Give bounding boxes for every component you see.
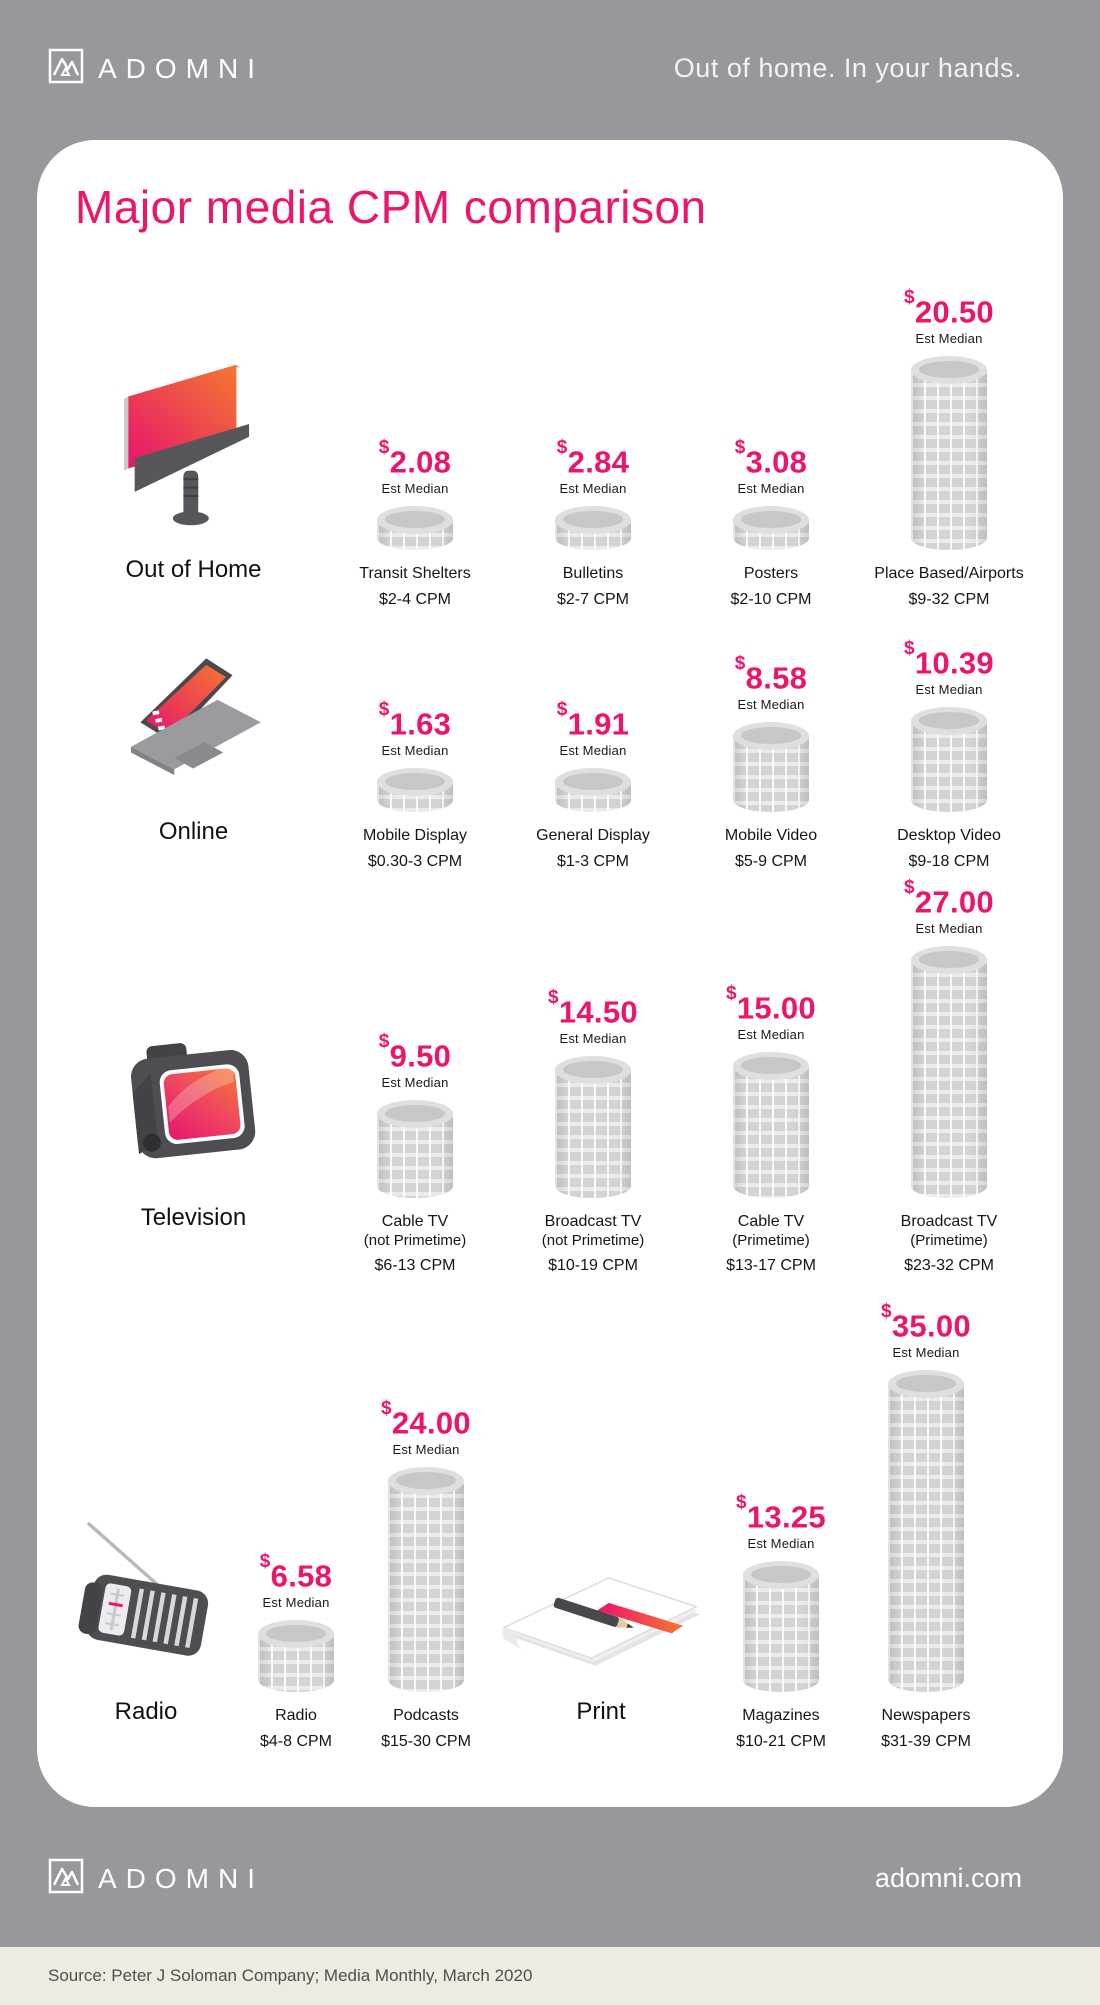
- item-cpm-range: $1-3 CPM: [556, 853, 629, 870]
- media-item-cable-tv-primetime: [682, 982, 860, 1280]
- item-name: Broadcast TV: [900, 1213, 998, 1230]
- source-bar: [0, 1947, 1100, 2005]
- item-name: Cable TV: [737, 1213, 805, 1230]
- median-value: 35.00: [891, 1308, 971, 1343]
- category-radio: [61, 1502, 231, 1758]
- brand-name: ADOMNI: [98, 52, 264, 84]
- median-price: [734, 652, 808, 695]
- median-value: 1.91: [567, 706, 630, 741]
- media-item-broadcast-tv-not-primetime: [504, 986, 682, 1280]
- median-value: 10.39: [914, 645, 994, 680]
- est-median-label: Est Median: [381, 481, 449, 496]
- media-item-bulletins: [504, 436, 682, 616]
- newspaper-icon: [496, 1547, 706, 1672]
- coin-stack: [377, 1100, 453, 1198]
- est-median-label: Est Median: [747, 1536, 815, 1551]
- item-name: Mobile Display: [362, 827, 468, 844]
- row-online: [61, 616, 1039, 878]
- billboard-icon: [109, 352, 279, 530]
- coin-stack: [555, 1056, 631, 1198]
- media-item-newspapers: [851, 1300, 1001, 1758]
- median-value: 2.08: [389, 444, 452, 479]
- item-cpm-range: $5-9 CPM: [734, 853, 808, 870]
- item-cpm-range: $13-17 CPM: [726, 1257, 816, 1274]
- category-label: Out of Home: [125, 556, 262, 583]
- item-name: Cable TV: [381, 1213, 449, 1230]
- median-value: 27.00: [914, 884, 994, 919]
- header-bar: [48, 48, 1022, 89]
- item-cpm-range: $2-7 CPM: [556, 591, 630, 608]
- media-item-mobile-display: [326, 698, 504, 878]
- media-item-place-based-airports: [860, 286, 1038, 616]
- est-median-label: Est Median: [559, 1031, 627, 1046]
- currency-symbol: $: [548, 986, 559, 1008]
- header-tagline: Out of home. In your hands.: [673, 53, 1022, 83]
- item-name: Broadcast TV: [544, 1213, 642, 1230]
- category-label: Online: [158, 818, 229, 845]
- source-text: Source: Peter J Soloman Company; Media Monthly, March 2020: [48, 1966, 533, 1985]
- coin-stack: [555, 506, 631, 550]
- est-median-label: Est Median: [737, 1027, 805, 1042]
- est-median-label: Est Median: [737, 481, 805, 496]
- median-price: [726, 982, 816, 1025]
- currency-symbol: $: [904, 286, 915, 308]
- currency-symbol: $: [378, 1030, 390, 1052]
- median-value: 24.00: [391, 1405, 471, 1440]
- media-item-transit-shelters: [326, 436, 504, 616]
- currency-symbol: $: [904, 637, 915, 659]
- item-name: Magazines: [742, 1707, 820, 1724]
- item-cpm-range: $9-18 CPM: [908, 853, 990, 870]
- median-price: [881, 1300, 971, 1343]
- coin-stack: [911, 946, 987, 1198]
- est-median-label: Est Median: [381, 1075, 449, 1090]
- footer-bar: [48, 1858, 1022, 1899]
- media-item-broadcast-tv-primetime: [860, 876, 1038, 1280]
- item-name: General Display: [536, 827, 650, 844]
- category-television: [61, 1028, 326, 1280]
- media-item-radio: [231, 1550, 361, 1758]
- median-price: [904, 876, 994, 919]
- item-name: Radio: [275, 1707, 317, 1724]
- median-price: [556, 436, 630, 479]
- median-price: [259, 1550, 333, 1593]
- coin-stack: [911, 356, 987, 550]
- item-qualifier: (not Primetime): [363, 1232, 467, 1249]
- coin-stack: [733, 1052, 809, 1198]
- media-item-magazines: [711, 1491, 851, 1758]
- laptop-icon: [114, 647, 274, 792]
- row-television: [61, 878, 1039, 1280]
- coin-stack: [888, 1370, 964, 1692]
- median-price: [378, 436, 452, 479]
- item-cpm-range: $31-39 CPM: [881, 1733, 971, 1750]
- median-price: [904, 637, 994, 680]
- row-radio-print: [61, 1280, 1039, 1758]
- item-cpm-range: $10-21 CPM: [736, 1733, 826, 1750]
- item-qualifier: (not Primetime): [541, 1232, 645, 1249]
- est-median-label: Est Median: [262, 1595, 330, 1610]
- item-name: Mobile Video: [724, 827, 818, 844]
- coin-stack: [911, 707, 987, 812]
- median-value: 9.50: [389, 1038, 452, 1073]
- item-name: Bulletins: [562, 565, 624, 582]
- adomni-logo-footer: [48, 1858, 264, 1899]
- est-median-label: Est Median: [559, 743, 627, 758]
- est-median-label: Est Median: [915, 921, 983, 936]
- item-cpm-range: $9-32 CPM: [908, 591, 990, 608]
- median-price: [904, 286, 994, 329]
- median-value: 6.58: [270, 1558, 333, 1593]
- coin-stack: [258, 1620, 334, 1692]
- row-out-of-home: [61, 264, 1039, 616]
- currency-symbol: $: [904, 876, 915, 898]
- item-name: Posters: [743, 565, 799, 582]
- coin-stack: [733, 722, 809, 812]
- adomni-logo-icon: [48, 1858, 84, 1899]
- median-price: [378, 698, 452, 741]
- media-item-podcasts: [361, 1397, 491, 1758]
- median-price: [556, 698, 630, 741]
- item-name: Newspapers: [881, 1707, 971, 1724]
- currency-symbol: $: [734, 436, 746, 458]
- est-median-label: Est Median: [915, 331, 983, 346]
- radio-icon: [71, 1502, 221, 1672]
- media-item-desktop-video: [860, 637, 1038, 878]
- category-label: Print: [576, 1698, 626, 1725]
- item-cpm-range: $10-19 CPM: [548, 1257, 638, 1274]
- adomni-logo: [48, 48, 264, 89]
- est-median-label: Est Median: [381, 743, 449, 758]
- median-value: 8.58: [745, 660, 808, 695]
- coin-stack: [377, 506, 453, 550]
- media-item-general-display: [504, 698, 682, 878]
- coin-stack: [733, 506, 809, 550]
- item-qualifier: (Primetime): [732, 1232, 810, 1249]
- est-median-label: Est Median: [559, 481, 627, 496]
- median-value: 13.25: [746, 1499, 826, 1534]
- median-price: [378, 1030, 452, 1073]
- est-median-label: Est Median: [915, 682, 983, 697]
- currency-symbol: $: [378, 436, 390, 458]
- coin-stack: [377, 768, 453, 812]
- median-value: 20.50: [914, 294, 994, 329]
- adomni-logo-icon: [48, 48, 84, 89]
- media-item-cable-tv-not-primetime: [326, 1030, 504, 1280]
- currency-symbol: $: [736, 1491, 747, 1513]
- currency-symbol: $: [881, 1300, 892, 1322]
- item-qualifier: (Primetime): [910, 1232, 988, 1249]
- median-value: 1.63: [389, 706, 452, 741]
- median-price: [381, 1397, 471, 1440]
- median-price: [734, 436, 808, 479]
- median-value: 3.08: [745, 444, 808, 479]
- category-print: [491, 1547, 711, 1758]
- item-name: Place Based/Airports: [874, 565, 1024, 582]
- currency-symbol: $: [734, 652, 746, 674]
- category-label: Television: [140, 1204, 247, 1231]
- currency-symbol: $: [556, 436, 568, 458]
- website-link[interactable]: adomni.com: [874, 1863, 1022, 1893]
- currency-symbol: $: [259, 1550, 271, 1572]
- coin-stack: [388, 1467, 464, 1692]
- media-item-posters: [682, 436, 860, 616]
- currency-symbol: $: [381, 1397, 392, 1419]
- page-title: Major media CPM comparison: [75, 181, 707, 233]
- tv-icon: [114, 1028, 274, 1178]
- est-median-label: Est Median: [392, 1442, 460, 1457]
- est-median-label: Est Median: [892, 1345, 960, 1360]
- item-cpm-range: $0.30-3 CPM: [367, 853, 463, 870]
- item-name: Transit Shelters: [359, 565, 471, 582]
- media-item-mobile-video: [682, 652, 860, 878]
- currency-symbol: $: [556, 698, 568, 720]
- est-median-label: Est Median: [737, 697, 805, 712]
- item-cpm-range: $15-30 CPM: [381, 1733, 471, 1750]
- median-price: [548, 986, 638, 1029]
- coin-stack: [555, 768, 631, 812]
- median-value: 15.00: [736, 990, 816, 1025]
- item-name: Desktop Video: [897, 827, 1001, 844]
- median-value: 2.84: [567, 444, 630, 479]
- median-price: [736, 1491, 826, 1534]
- item-cpm-range: $23-32 CPM: [904, 1257, 994, 1274]
- category-label: Radio: [114, 1698, 178, 1725]
- category-online: [61, 647, 326, 878]
- item-cpm-range: $2-4 CPM: [378, 591, 451, 608]
- item-name: Podcasts: [393, 1707, 459, 1724]
- item-cpm-range: $2-10 CPM: [730, 591, 812, 608]
- infographic-card: [37, 140, 1063, 1807]
- coin-stack: [743, 1561, 819, 1692]
- item-cpm-range: $6-13 CPM: [374, 1257, 456, 1274]
- category-out-of-home: [61, 352, 326, 616]
- brand-name: ADOMNI: [98, 1862, 264, 1894]
- item-cpm-range: $4-8 CPM: [259, 1733, 333, 1750]
- currency-symbol: $: [378, 698, 390, 720]
- currency-symbol: $: [726, 982, 737, 1004]
- median-value: 14.50: [558, 994, 638, 1029]
